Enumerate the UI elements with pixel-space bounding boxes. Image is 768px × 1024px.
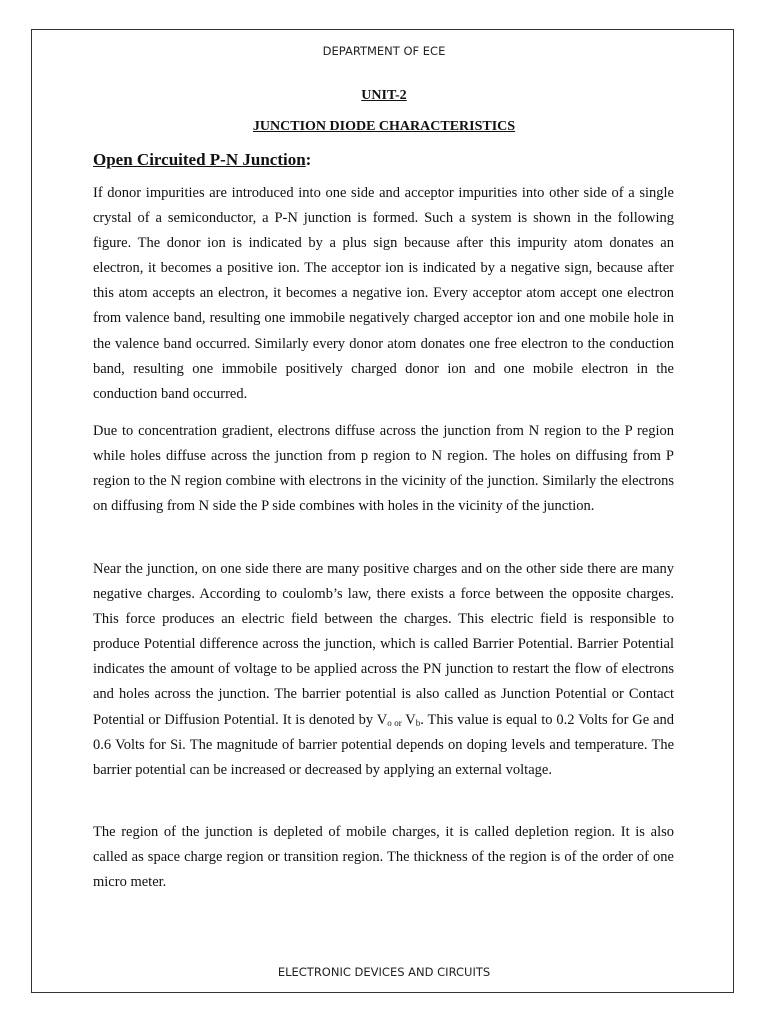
- barrier-text-b: . This value is equal to 0.2 Volts for Ge and 0.6 Volts for Si. The magnitude of barrier potential depends on doping levels and temperature. The barrier potential can be increased or decreased by applying an external voltage.: [93, 711, 675, 778]
- barrier-subscript-o: o or: [387, 717, 402, 728]
- paragraph-barrier-potential: [93, 557, 674, 783]
- barrier-text-mid: V: [401, 711, 416, 728]
- section-title-colon: :: [305, 150, 312, 169]
- section-title-text: Open Circuited P-N Junction: [93, 150, 306, 169]
- page-header: DEPARTMENT OF ECE: [322, 44, 446, 58]
- page-footer: ELECTRONIC DEVICES AND CIRCUITS: [277, 965, 491, 979]
- unit-heading: UNIT-2: [361, 88, 407, 103]
- chapter-title: JUNCTION DIODE CHARACTERISTICS: [252, 119, 516, 134]
- paragraph-depletion-region: The region of the junction is depleted of mobile charges, it is called depletion region. It is also called as space charge region or transition region. The thickness of the region is of the order of one micro meter.: [93, 824, 674, 891]
- barrier-subscript-b: b: [415, 717, 421, 728]
- paragraph-pn-junction-formation: If donor impurities are introduced into one side and acceptor impurities into other side of a single crystal of a semiconductor, a P-N junction is formed. Such a system is shown in the following figure. The donor ion is indicated by a plus sign because after this impurity atom donates an electron, it becomes a positive ion. The acceptor ion is indicated by a negative sign, because after this atom accepts an electron, it becomes a negative ion. Every acceptor atom accept one electron from valence band, resulting one immobile negatively charged acceptor ion and one mobile hole in the valence band occurred. Similarly every donor atom donates one free electron to the conduction band, resulting one immobile positively charged donor ion and one mobile electron in the conduction band occurred.: [93, 185, 674, 402]
- section-title: [93, 150, 311, 170]
- paragraph-diffusion: Due to concentration gradient, electrons diffuse across the junction from N region to the P region while holes diffuse across the junction from p region to N region. The holes on diffusing from P region to the N region combine with electrons in the vicinity of the junction. Similarly the electrons on diffusing from N side the P side combines with holes in the vicinity of the junction.: [93, 423, 674, 515]
- barrier-text-a: Near the junction, on one side there are many positive charges and on the other side there are many negative charges. According to coulomb’s law, there exists a force between the opposite charges. This force produces an electric field between the charges. This electric field is responsible to produce Potential difference across the junction, which is called Barrier Potential. Barrier Potential indicates the amount of voltage to be applied across the PN junction to restart the flow of electrons and holes across the junction. The barrier potential is also called as Junction Potential or Contact Potential or Diffusion Potential. It is denoted by V: [93, 561, 674, 728]
